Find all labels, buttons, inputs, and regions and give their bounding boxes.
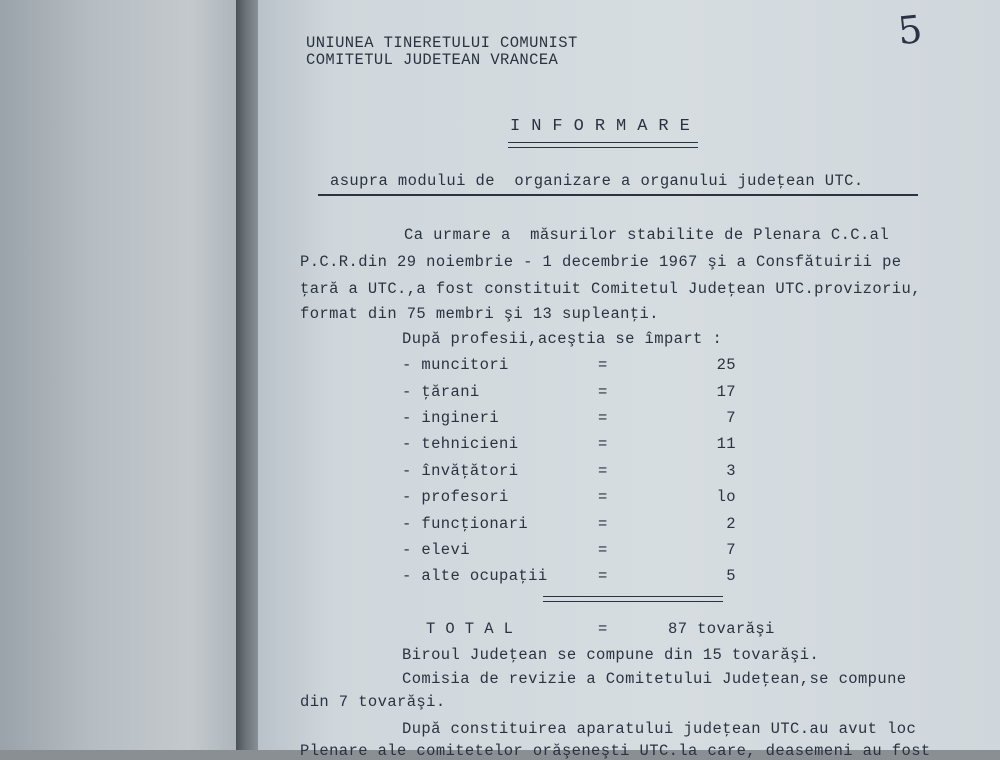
profession-label: - elevi — [402, 541, 470, 559]
paragraph-line-2: P.C.R.din 29 noiembrie - 1 decembrie 1967 şi a Consfătuirii pe — [300, 253, 902, 271]
profession-value: 2 — [726, 515, 736, 533]
profession-eq: = — [598, 488, 608, 506]
profession-eq: = — [598, 541, 608, 559]
document-subtitle: asupra modului de organizare a organului judeţean UTC. — [330, 172, 864, 190]
closing-line-cont: Plenare ale comitetelor orăşeneşti UTC.la care, deasemeni au fost — [300, 742, 931, 760]
profession-value: lo — [716, 488, 736, 506]
paragraph-line-1: Ca urmare a măsurilor stabilite de Plenara C.C.al — [404, 226, 890, 244]
handwritten-page-number: 5 — [895, 6, 925, 54]
paragraph-line-4: format din 75 membri şi 13 supleanţi. — [300, 305, 659, 323]
comisie-line-cont: din 7 tovarăşi. — [300, 693, 446, 711]
profession-label: - muncitori — [402, 356, 509, 374]
profession-label: - funcţionari — [402, 515, 529, 533]
profession-label: - ţărani — [402, 383, 480, 401]
binding-gutter — [236, 0, 260, 750]
profession-label: - ingineri — [402, 409, 500, 427]
profession-label: - învăţători — [402, 462, 519, 480]
profession-value: 5 — [726, 567, 736, 585]
title-underline — [508, 142, 698, 148]
profession-eq: = — [598, 515, 608, 533]
document-page — [258, 0, 1000, 760]
profession-eq: = — [598, 435, 608, 453]
profession-value: 7 — [726, 541, 736, 559]
comisie-line: Comisia de revizie a Comitetului Judeţean,se compune — [402, 670, 907, 688]
profession-label: - profesori — [402, 488, 509, 506]
profession-eq: = — [598, 383, 608, 401]
profession-eq: = — [598, 409, 608, 427]
total-eq: = — [598, 620, 608, 638]
paragraph-line-3: ţară a UTC.,a fost constituit Comitetul Judeţean UTC.provizoriu, — [300, 280, 921, 298]
header-committee: COMITETUL JUDETEAN VRANCEA — [306, 51, 559, 69]
profession-label: - tehnicieni — [402, 435, 519, 453]
total-label: T O T A L — [426, 620, 514, 638]
left-page — [0, 0, 238, 750]
total-value: 87 tovarăşi — [668, 620, 775, 638]
header-organization: UNIUNEA TINERETULUI COMUNIST — [306, 34, 578, 52]
document-title: I N F O R M A R E — [510, 117, 691, 136]
total-separator — [543, 596, 723, 602]
profession-eq: = — [598, 356, 608, 374]
closing-line: După constituirea aparatului judeţean UTC.au avut loc — [402, 720, 917, 738]
list-intro: După profesii,aceştia se împart : — [402, 330, 723, 348]
profession-eq: = — [598, 462, 608, 480]
profession-value: 25 — [716, 356, 736, 374]
profession-value: 3 — [726, 462, 736, 480]
profession-value: 17 — [716, 383, 736, 401]
birou-line: Biroul Judeţean se compune din 15 tovarăşi. — [402, 646, 820, 664]
profession-eq: = — [598, 567, 608, 585]
profession-value: 7 — [726, 409, 736, 427]
subtitle-underline — [318, 194, 918, 196]
profession-label: - alte ocupaţii — [402, 567, 548, 585]
profession-value: 11 — [716, 435, 736, 453]
